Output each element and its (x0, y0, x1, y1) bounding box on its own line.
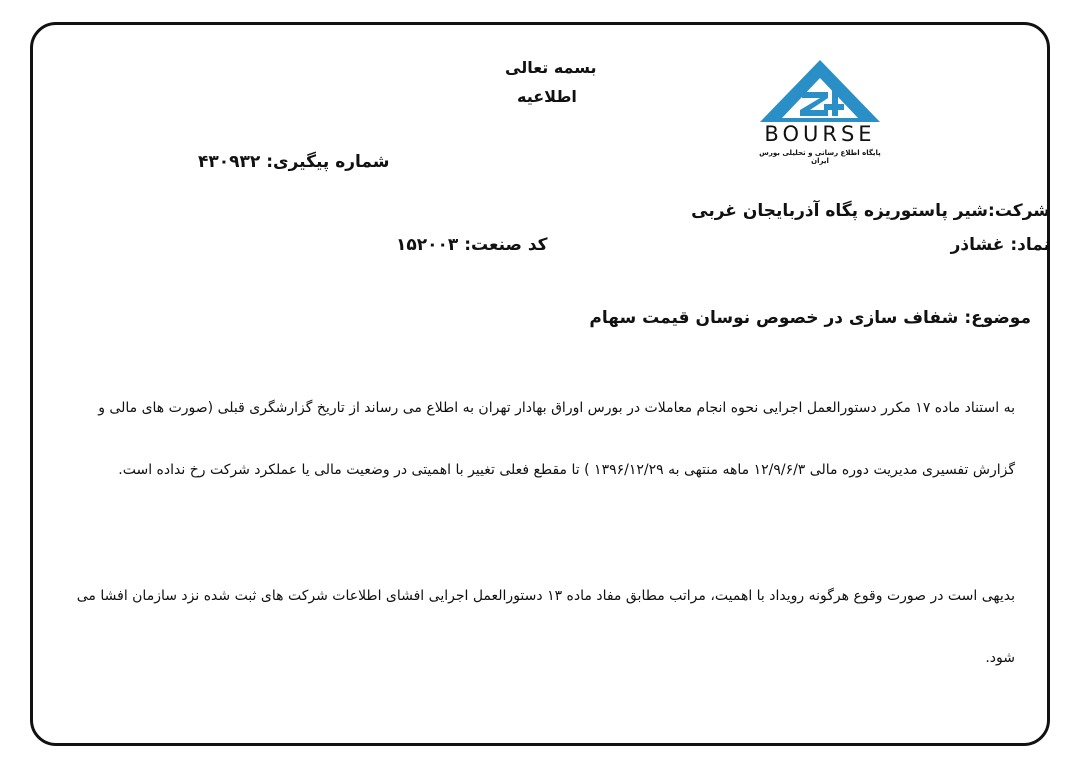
logo-wordmark: BOURSE (764, 122, 876, 146)
symbol-line (951, 235, 1050, 255)
company-label: شرکت: (988, 201, 1050, 221)
subject-line (589, 308, 1031, 328)
header-line-1: بسمه تعالی (505, 58, 597, 77)
body-paragraph-1-line-2: گزارش تفسیری مدیریت دوره مالی ۱۲/۹/۶/۳ ماهه منتهی به ۱۳۹۶/۱۲/۲۹ ) تا مقطع فعلی تغییر با اهمیتی در وضعیت مالی یا عملکرد شرکت رخ نداده است. (118, 462, 1015, 478)
industry-code-value: ۱۵۲۰۰۳ (396, 235, 459, 255)
subject-label: موضوع: (964, 308, 1031, 328)
company-line (691, 201, 1050, 221)
document-frame (30, 22, 1050, 746)
symbol-value: غشاذر (950, 235, 1005, 255)
bourse-logo-icon (752, 58, 888, 124)
bourse-logo (752, 58, 888, 164)
industry-code-label: کد صنعت: (464, 235, 548, 255)
header-line-2: اطلاعیه (517, 87, 577, 106)
logo-subtitle: پایگاه اطلاع رسانی و تحلیلی بورس ایران (759, 149, 881, 165)
tracking-number (198, 152, 390, 172)
subject-value: شفاف سازی در خصوص نوسان قیمت سهام (589, 308, 959, 328)
industry-code-line (396, 235, 548, 255)
company-value: شیر پاستوریزه پگاه آذربایجان غربی (691, 201, 989, 221)
tracking-value: ۴۳۰۹۳۲ (198, 152, 261, 172)
tracking-label: شماره پیگیری: (266, 152, 390, 172)
body-paragraph-2-line-1: بدیهی است در صورت وقوع هرگونه رویداد با اهمیت، مراتب مطابق مفاد ماده ۱۳ دستورالعمل اجرایی افشای اطلاعات شرکت های ثبت شده نزد سازمان افشا می (76, 588, 1015, 604)
body-paragraph-1-line-1: به استناد ماده ۱۷ مکرر دستورالعمل اجرایی نحوه انجام معاملات در بورس اوراق بهادار تهران به اطلاع می رساند از تاریخ گزارشگری قبلی (صورت های مالی و (98, 400, 1015, 416)
body-paragraph-2-line-2: شود. (985, 650, 1015, 666)
symbol-label: نماد: (1010, 235, 1050, 255)
